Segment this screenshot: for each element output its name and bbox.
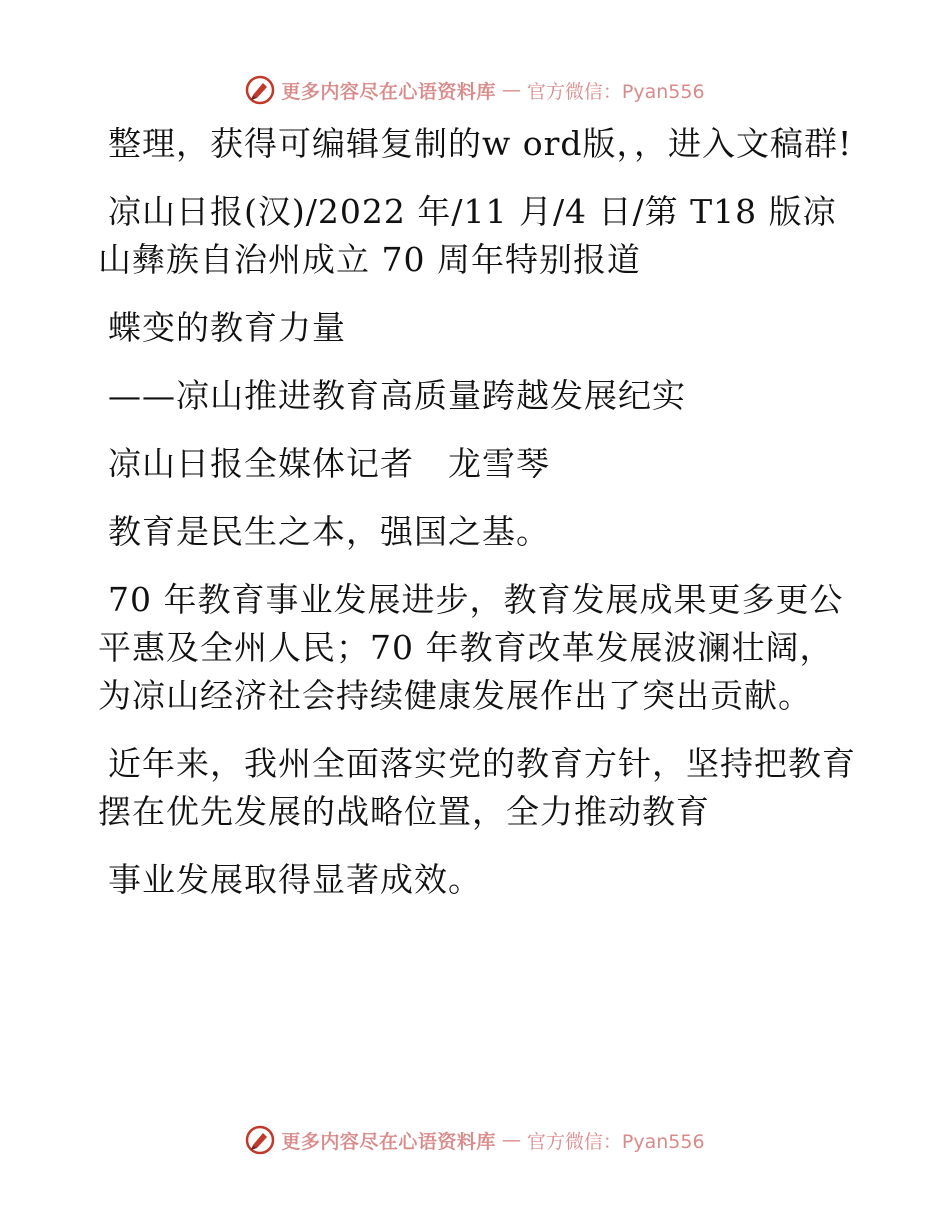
watermark-separator: — <box>501 1129 521 1151</box>
header-watermark <box>0 70 950 110</box>
article-byline: 凉山日报全媒体记者 龙雪琴 <box>108 444 550 483</box>
document-body <box>98 120 858 924</box>
paragraph-body-2: 70 年教育事业发展进步，教育发展成果更多更公平惠及全州人民；70 年教育改革发展波澜壮阔，为凉山经济社会持续健康发展作出了突出贡献。 <box>98 580 844 715</box>
paragraph-intro: 整理，获得可编辑复制的w ord版，，进入文稿群! <box>108 124 853 163</box>
article-subtitle: ——凉山推进教育高质量跨越发展纪实 <box>108 376 686 415</box>
watermark-separator: — <box>501 79 521 101</box>
article-title: 蝶变的教育力量 <box>108 308 346 347</box>
paragraph-body-1: 教育是民生之本，强国之基。 <box>108 512 550 551</box>
watermark-main-text: 更多内容尽在心语资料库 <box>281 80 496 103</box>
watermark-main-text: 更多内容尽在心语资料库 <box>281 1130 496 1153</box>
paragraph-body-3: 近年来，我州全面落实党的教育方针，坚持把教育摆在优先发展的战略位置，全力推动教育 <box>98 744 856 831</box>
pen-logo-icon <box>245 1125 275 1155</box>
paragraph-source: 凉山日报(汉)/2022 年/11 月/4 日/第 T18 版凉山彝族自治州成立 70 周年特别报道 <box>98 192 837 279</box>
footer-watermark <box>0 1120 950 1160</box>
paragraph-body-4: 事业发展取得显著成效。 <box>108 860 482 899</box>
watermark-wechat-text: 官方微信：Pyan556 <box>526 80 705 103</box>
pen-logo-icon <box>245 75 275 105</box>
watermark-wechat-text: 官方微信：Pyan556 <box>526 1130 705 1153</box>
